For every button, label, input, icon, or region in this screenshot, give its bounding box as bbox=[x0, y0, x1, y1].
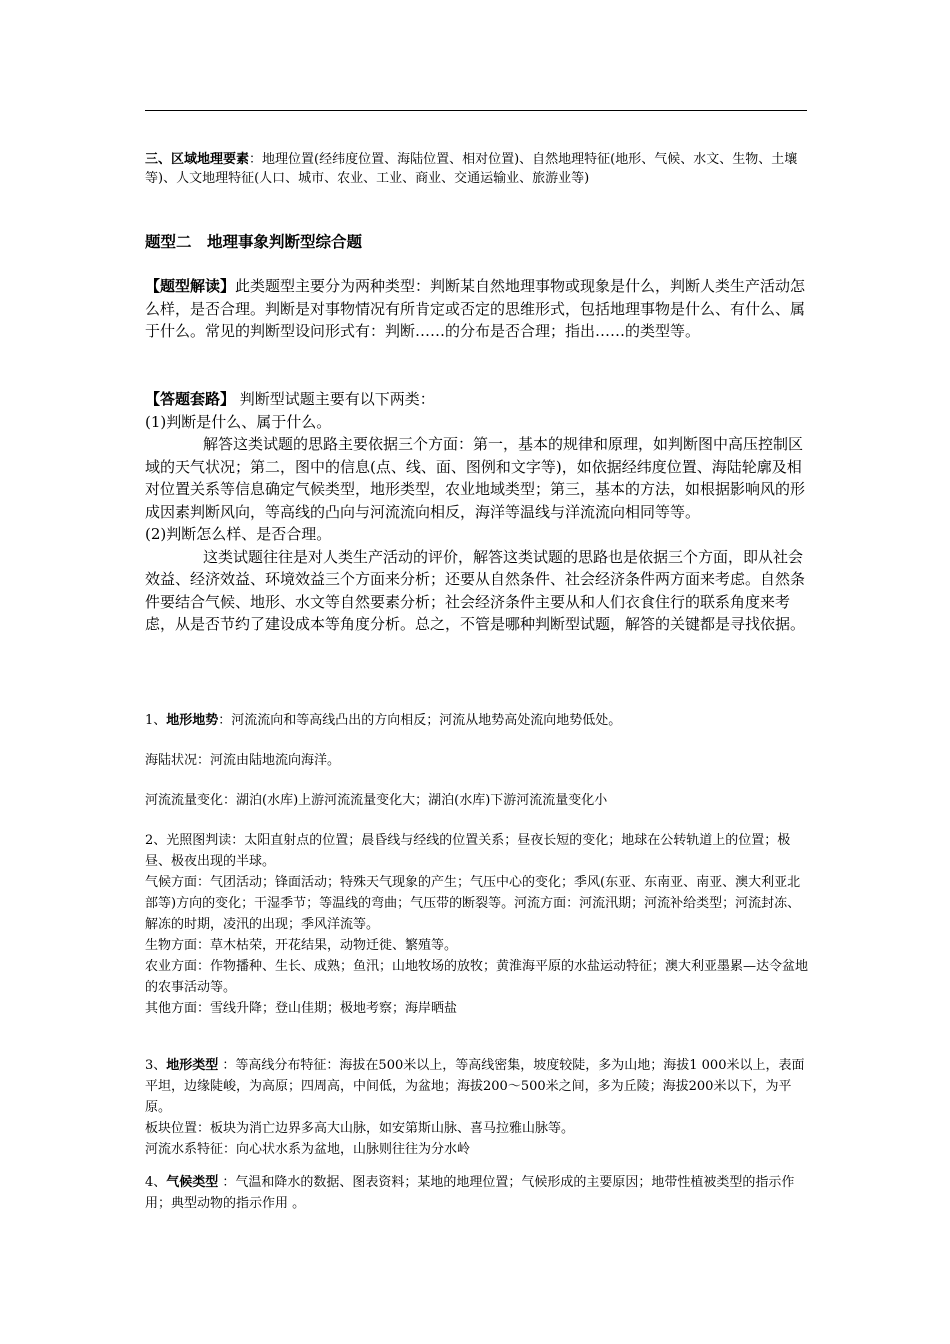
routine-label: 【答题套路】 bbox=[145, 390, 236, 408]
answer-routine bbox=[145, 388, 810, 636]
climate-type-section bbox=[145, 1172, 810, 1214]
agriculture-aspect: 农业方面：作物播种、生长、成熟；鱼汛；山地牧场的放牧；黄淮海平原的水盐运动特征；澳大利亚墨累—达令盆地的农事活动等。 bbox=[145, 959, 809, 995]
water-system: 河流水系特征：向心状水系为盆地，山脉则往往为分水岭 bbox=[145, 1142, 471, 1157]
climate-aspect: 气候方面：气团活动；锋面活动；特殊天气现象的产生；气压中心的变化；季风(东亚、东南亚、南亚、澳大利亚北部等)方向的变化；干湿季节；等温线的弯曲；气压带的断裂等。河流方面：河流汛期；河流补给类型；河流封冻、解冻的时期，凌汛的出现；季风洋流等。 bbox=[145, 875, 801, 932]
illumination-section bbox=[145, 830, 810, 1019]
other-aspect: 其他方面：雪线升降；登山佳期；极地考察；海岸晒盐 bbox=[145, 1001, 458, 1016]
landform-section bbox=[145, 1055, 810, 1160]
landform-num: 3、 bbox=[145, 1058, 167, 1073]
illumination-text: 2、光照图判读：太阳直射点的位置；晨昏线与经线的位置关系；昼夜长短的变化；地球在公转轨道上的位置；极昼、极夜出现的半球。 bbox=[145, 833, 791, 869]
climate-type-num: 4、 bbox=[145, 1175, 167, 1190]
header-rule bbox=[145, 110, 807, 111]
land-sea-paragraph: 海陆状况：河流由陆地流向海洋。 bbox=[145, 753, 341, 768]
routine-item1-title: (1)判断是什么、属于什么。 bbox=[145, 412, 332, 431]
routine-item2-title: (2)判断怎么样、是否合理。 bbox=[145, 525, 332, 543]
section-label: 三、区域地理要素 bbox=[145, 152, 250, 167]
landform-label: 地形类型 bbox=[166, 1058, 219, 1073]
terrain-text: ：河流流向和等高线凸出的方向相反；河流从地势高处流向地势低处。 bbox=[218, 713, 622, 728]
plate-position: 板块位置：板块为消亡边界多高大山脉，如安第斯山脉、喜马拉雅山脉等。 bbox=[145, 1121, 575, 1136]
climate-type-text: ：气温和降水的数据、图表资料；某地的地理位置；气候形成的主要原因；地带性植被类型的指示作用；典型动物的指示作用 。 bbox=[145, 1175, 795, 1211]
routine-text: 判断型试题主要有以下两类： bbox=[235, 390, 435, 408]
section-regional-elements bbox=[145, 150, 810, 188]
routine-item2-body: 这类试题往往是对人类生产活动的评价，解答这类试题的思路也是依据三个方面，即从社会效益、经济效益、环境效益三个方面来分析；还要从自然条件、社会经济条件两方面来考虑。自然条件要结合气候、地形、水文等自然要素分析；社会经济条件主要从和人们衣食住行的联系角度来考虑，从是否节约了建设成本等角度分析。总之，不管是哪种判断型试题，解答的关键都是寻找依据。 bbox=[145, 547, 806, 633]
landform-text: ：等高线分布特征：海拔在500米以上，等高线密集，坡度较陡，多为山地；海拔1 000米以上，表面平坦，边缘陡峻，为高原；四周高，中间低，为盆地；海拔200～500米之间，多为丘陵；海拔200米以下，为平原。 bbox=[145, 1058, 805, 1115]
biology-aspect: 生物方面：草木枯荣，开花结果，动物迁徙、繁殖等。 bbox=[145, 938, 458, 953]
interpretation-label: 【题型解读】 bbox=[145, 277, 236, 295]
section-text: ：地理位置(经纬度位置、海陆位置、相对位置)、自然地理特征(地形、气候、水文、生物、土壤等)、人文地理特征(人口、城市、农业、工业、商业、交通运输业、旅游业等) bbox=[145, 152, 798, 186]
terrain-num: 1、 bbox=[145, 713, 167, 728]
routine-item1-body: 解答这类试题的思路主要依据三个方面：第一，基本的规律和原理，如判断图中高压控制区域的天气状况；第二，图中的信息(点、线、面、图例和文字等)，如依据经纬度位置、海陆轮廓及相对位置关系等信息确定气候类型，地形类型，农业地域类型；第三，基本的方法，如根据影响风的形成因素判断风向，等高线的凸向与河流流向相反，海洋等温线与洋流流向相同等等。 bbox=[145, 435, 806, 521]
climate-type-label: 气候类型 bbox=[166, 1175, 219, 1190]
interpretation-paragraph bbox=[145, 275, 810, 343]
terrain-paragraph bbox=[145, 710, 810, 731]
terrain-label: 地形地势 bbox=[166, 713, 219, 728]
type2-title: 题型二 地理事象判断型综合题 bbox=[145, 232, 363, 251]
river-flow-paragraph: 河流流量变化：湖泊(水库)上游河流流量变化大；湖泊(水库)下游河流流量变化小 bbox=[145, 793, 608, 808]
interpretation-text: 此类题型主要分为两种类型：判断某自然地理事物或现象是什么，判断人类生产活动怎么样，是否合理。判断是对事物情况有所肯定或否定的思维形式，包括地理事物是什么、有什么、属于什么。常见的判断型设问形式有：判断……的分布是否合理；指出……的类型等。 bbox=[145, 277, 806, 340]
